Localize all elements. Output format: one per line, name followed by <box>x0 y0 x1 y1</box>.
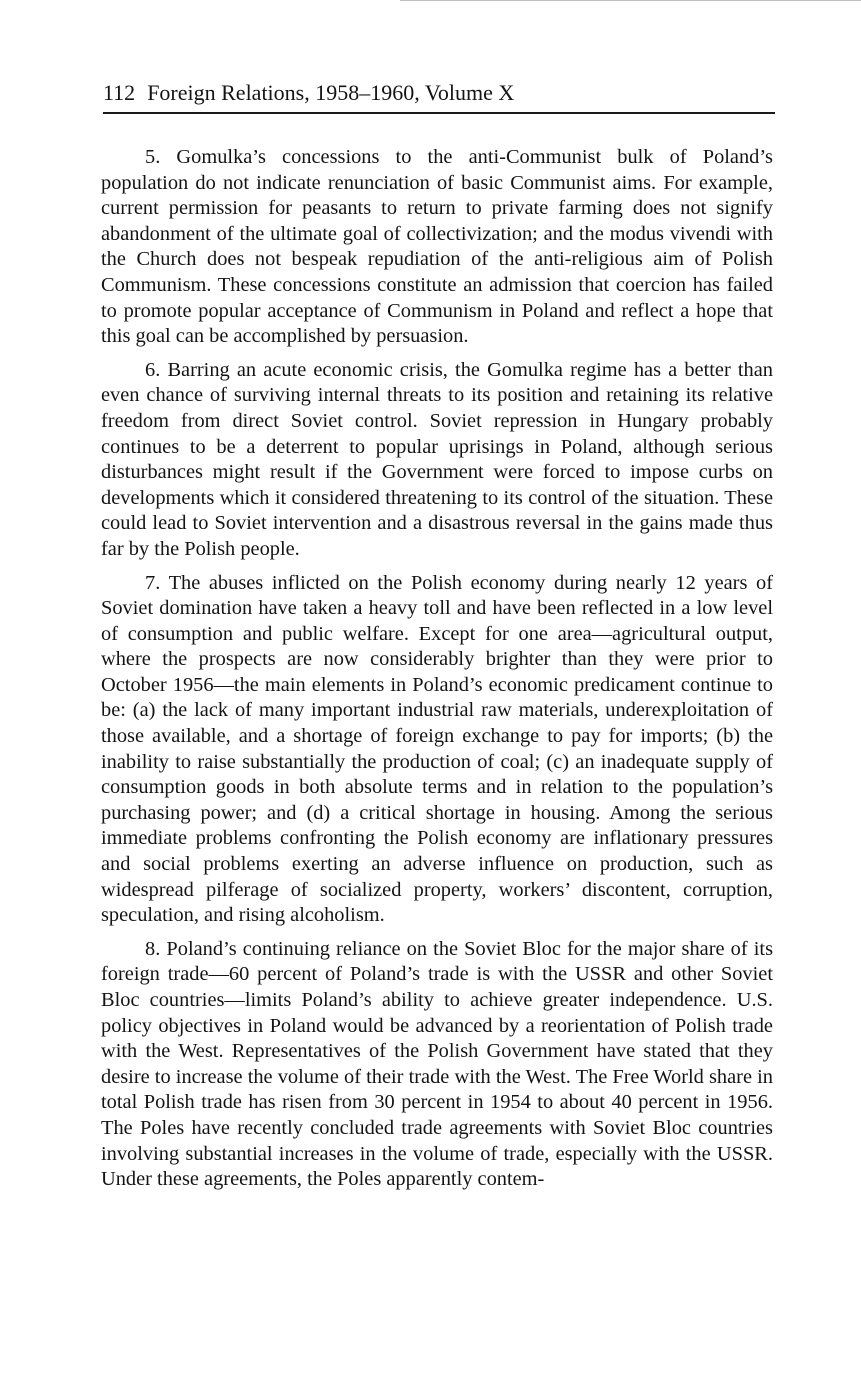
paragraph-text: Poland’s continuing reliance on the Soviet Bloc for the major share of its foreign trade—60 percent of Poland’s trade is with the USSR and other Soviet Bloc countries—limits Poland’s ability to achieve greater independence. U.S. policy objectives in Poland would be advanced by a reorientation of Polish trade with the West. Representatives of the Polish Government have stated that they desire to increase the volume of their trade with the West. The Free World share in total Polish trade has risen from 30 percent in 1954 to about 40 percent in 1956. The Poles have recently concluded trade agreements with Soviet Bloc countries involving substantial increases in the volume of trade, especially with the USSR. Under these agreements, the Poles apparently contem- <box>101 937 773 1191</box>
paragraph-8 <box>101 937 773 1193</box>
paragraph-text: The abuses inflicted on the Polish economy during nearly 12 years of Soviet domination have taken a heavy toll and have been reflected in a low level of consumption and public welfare. Except for one area—agricultural output, where the prospects are now considerably brighter than they were prior to October 1956—the main elements in Poland’s economic predicament continue to be: (a) the lack of many important industrial raw materials, underexploitation of those available, and a shortage of foreign exchange to pay for imports; (b) the inability to raise substantially the production of coal; (c) an inadequate supply of consumption goods in both absolute terms and in relation to the population’s purchasing power; and (d) a critical shortage in housing. Among the serious immediate problems confronting the Polish economy are inflationary pressures and social problems exerting an adverse influence on production, such as widespread pilferage of socialized property, workers’ discontent, corruption, speculation, and rising alcoholism. <box>101 571 774 927</box>
page-number: 112 <box>103 80 136 105</box>
paragraph-number: 8. <box>145 937 161 960</box>
header-rule <box>103 112 775 114</box>
paragraph-number: 5. <box>145 146 161 168</box>
volume-title: Foreign Relations, 1958–1960, Volume X <box>147 80 515 105</box>
paragraph-5 <box>101 145 773 350</box>
paragraph-6 <box>101 358 773 563</box>
paragraph-7 <box>101 571 773 929</box>
paragraph-text: Gomulka’s concessions to the anti-Communist bulk of Poland’s population do not indicate renunciation of basic Communist aims. For example, current permission for peasants to return to private farming does not signify abandonment of the ultimate goal of collectivization; and the modus vivendi with the Church does not bespeak repudiation of the anti-religious aim of Polish Communism. These concessions constitute an admission that coercion has failed to promote popular acceptance of Communism in Poland and reflect a hope that this goal can be accomplished by persuasion. <box>101 146 773 348</box>
paragraph-number: 7. <box>145 571 161 594</box>
body-text <box>101 145 773 1201</box>
running-head <box>103 78 775 108</box>
paragraph-text: Barring an acute economic crisis, the Gomulka regime has a better than even chance of surviving internal threats to its position and retaining its relative freedom from direct Soviet control. Soviet repression in Hungary probably continues to be a deterrent to popular uprisings in Poland, although serious disturbances might result if the Government were forced to impose curbs on developments which it considered threatening to its control of the situation. These could lead to Soviet intervention and a disastrous reversal in the gains made thus far by the Polish people. <box>101 358 773 560</box>
paragraph-number: 6. <box>145 358 161 381</box>
